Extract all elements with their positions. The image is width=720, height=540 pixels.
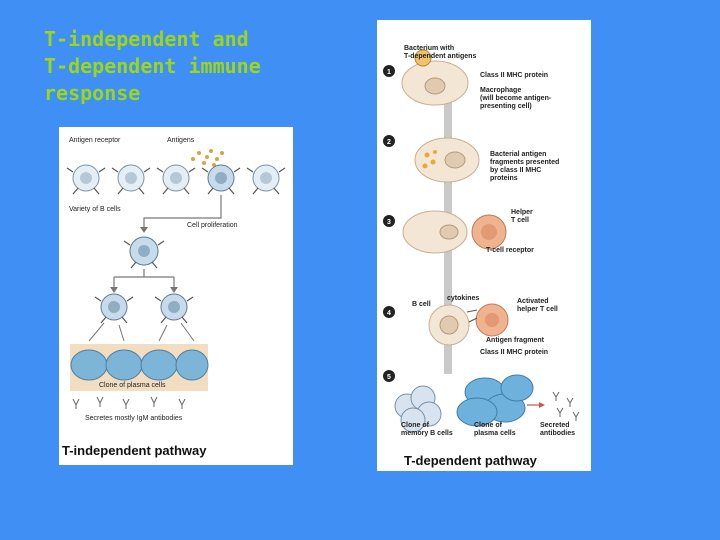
svg-text:4: 4 — [387, 310, 391, 317]
daughter-b-cell — [155, 294, 193, 323]
bacterium-label-1: Bacterium with — [404, 45, 455, 52]
macrophage-label-1: Macrophage — [480, 87, 522, 94]
helper-t-cell-nucleus — [481, 224, 497, 240]
macrophage-label-2: (will become antigen- — [480, 95, 552, 102]
b-cell-nucleus — [440, 316, 458, 334]
t-independent-figure — [59, 127, 293, 465]
svg-text:3: 3 — [387, 219, 391, 226]
step-1-marker — [383, 65, 395, 77]
b-cell — [247, 165, 285, 194]
plasma-cell — [176, 350, 208, 380]
mhc-label-1: Class II MHC protein — [480, 72, 549, 79]
igm-antibodies — [73, 397, 185, 409]
step-4-marker — [383, 306, 395, 318]
t-dependent-figure — [377, 20, 591, 471]
step-2-marker — [383, 135, 395, 147]
svg-text:5: 5 — [387, 374, 391, 381]
activated-b-cell — [124, 237, 164, 268]
secreted-antibodies — [553, 392, 579, 421]
b-cell-label: B cell — [412, 301, 431, 308]
activated-label-1: Activated — [517, 298, 549, 305]
macrophage-label-3: presenting cell) — [480, 103, 532, 110]
antigens-label: Antigens — [167, 137, 195, 144]
cytokines-label: cytokines — [447, 295, 480, 302]
svg-text:1: 1 — [387, 69, 391, 76]
plasma-cell — [106, 350, 142, 380]
secreted-label-1: Secreted — [540, 422, 570, 429]
t-dependent-pathway-label: T-dependent pathway — [404, 453, 537, 468]
svg-text:2: 2 — [387, 139, 391, 146]
apc-nucleus — [445, 152, 465, 168]
tcr-label: T-cell receptor — [486, 247, 534, 254]
bacterium-label-2: T-dependent antigens — [404, 53, 477, 60]
macrophage-nucleus — [425, 78, 445, 94]
b-cell — [112, 165, 150, 194]
b-cell — [67, 165, 105, 194]
antigen-receptor-label: Antigen receptor — [69, 137, 121, 144]
daughter-b-cell — [95, 294, 133, 323]
secretes-label: Secretes mostly IgM antibodies — [85, 415, 183, 422]
t-independent-pathway-label: T-independent pathway — [62, 443, 207, 458]
fragments-label-1: Bacterial antigen — [490, 151, 547, 158]
b-cell-selected — [202, 165, 240, 194]
antigen-particles — [191, 149, 224, 167]
memory-label-1: Clone of — [401, 422, 429, 429]
mhc-label-2: Class II MHC protein — [480, 349, 549, 356]
variety-label: Variety of B cells — [69, 206, 121, 213]
activated-label-2: helper T cell — [517, 306, 558, 313]
slide-title: T-independent and T-dependent immune response — [44, 27, 261, 105]
fragments-label-4: proteins — [490, 175, 518, 182]
fragments-label-2: fragments presented — [490, 159, 560, 166]
plasma-cell-clone — [457, 375, 533, 426]
proliferation-label: Cell proliferation — [187, 222, 238, 229]
differentiation-arrows — [89, 323, 194, 341]
helper-label-1: Helper — [511, 209, 533, 216]
fragments-label-3: by class II MHC — [490, 167, 542, 174]
secreted-label-2: antibodies — [540, 430, 576, 437]
plasma-cell — [71, 350, 107, 380]
plasma-cell — [141, 350, 177, 380]
helper-label-2: T cell — [511, 217, 529, 224]
plasma-label-2: plasma cells — [474, 430, 516, 437]
antigen-fragment-label: Antigen fragment — [486, 337, 544, 344]
proliferation-branch — [114, 269, 174, 287]
clone-label: Clone of plasma cells — [99, 382, 166, 389]
step-3-marker — [383, 215, 395, 227]
step-5-marker — [383, 370, 395, 382]
activated-helper-t-cell-nucleus — [485, 313, 499, 327]
apc-step-3-nucleus — [440, 225, 458, 239]
b-cell-variety-row — [67, 165, 285, 194]
memory-label-2: memory B cells — [401, 430, 453, 437]
plasma-label-1: Clone of — [474, 422, 502, 429]
b-cell — [157, 165, 195, 194]
